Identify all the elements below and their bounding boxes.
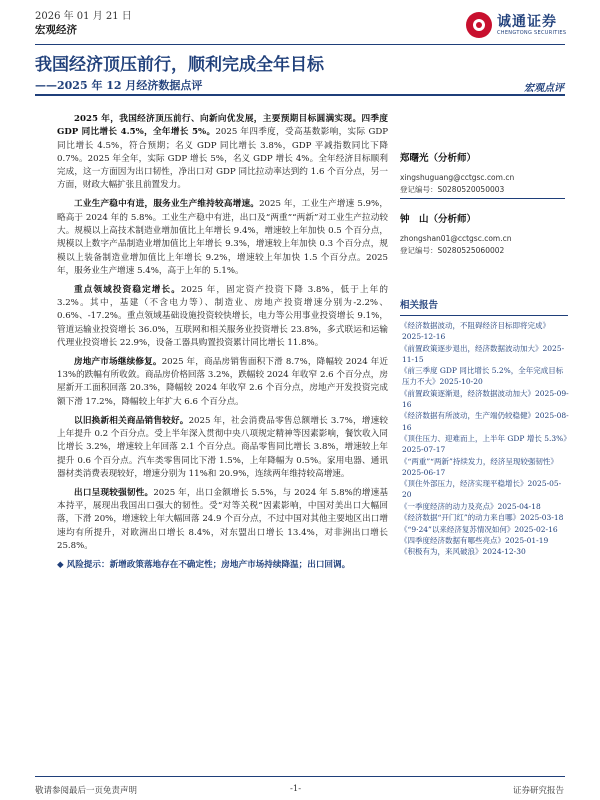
logo-name-cn: 诚通证券 xyxy=(497,14,557,30)
footer-disclaimer: 敬请参阅最后一页免责声明 xyxy=(35,786,138,796)
related-report-link[interactable]: 《一季度经济的动力及亮点》2025-04-18 xyxy=(400,501,541,511)
analyst-name: 郑曙光（分析师） xyxy=(400,153,477,164)
page-number: -1- xyxy=(290,784,302,794)
related-report-link[interactable]: 《顶住压力、迎难而上，上半年 GDP 增长 5.3%》2025-07-17 xyxy=(400,433,568,455)
related-report-link[interactable]: 《经济数据有所波动，生产端仍较稳健》2025-08-16 xyxy=(400,411,569,432)
paragraph-lead: 工业生产稳中有进，服务业生产维持较高增速。 xyxy=(74,199,260,210)
analyst-divider xyxy=(400,198,565,199)
paragraph-lead: 2025 年，我国经济顶压前行、向新向优发展，主要预期目标圆满实现。四季度 GDP 同比增长 4.5%，全年增长 5%。 xyxy=(57,114,388,138)
company-logo xyxy=(466,8,576,42)
body-paragraph xyxy=(57,487,388,553)
related-report-link[interactable]: 《“两重”“两新”持续发力，经济呈现较强韧性》2025-06-17 xyxy=(400,456,558,477)
main-body xyxy=(57,113,388,572)
paragraph-text: 2025 年，商品房销售面积下滑 8.7%，降幅较 2024 年近 13%的跌幅有所收敛。商品房价格回落 3.2%，跌幅较 2024 年收窄 2.6 个百分点，房屋新开工面积回落 20.3%，降幅较 2024 年收窄 2.6 个百分点，房地产开发投资完成额下滑 17.2%，降幅较上年扩大 6.6 个百分点。 xyxy=(57,356,388,407)
paragraph-lead: 重点领域投资稳定增长。 xyxy=(74,284,181,295)
related-reports xyxy=(400,297,570,558)
analyst-block xyxy=(400,211,570,256)
paragraph-lead: 房地产市场继续修复。 xyxy=(74,356,162,367)
paragraph-text: 2025 年，工业生产增速 5.9%，略高于 2024 年的 5.8%。工业生产稳中有进，出口及“两重”“两新”对工业生产拉动较大。规模以上高技术制造业增加值比上年增长 9.4%，增速较上年加快 0.5 个百分点，规模以上数字产品制造业增加值比上年增长 9.3%，增速较上年加快 0.3 个百分点，规模以上装备制造业增加值比上年增长 9.2%，增速较上年加快 1.5 个百分点。2025 年，服务业生产增速 5.4%，高于上年的 5.1%。 xyxy=(57,199,388,276)
related-report-link[interactable]: 《前置政策逐渐退，经济数据波动加大》2025-09-16 xyxy=(400,388,569,409)
footer-report-type: 证券研究报告 xyxy=(512,786,564,796)
analyst-block xyxy=(400,150,570,199)
paragraph-text: 2025 年四季度，受高基数影响，实际 GDP 同比增长 4.5%，符合预期；名义 GDP 同比增长 3.8%，GDP 平减指数同比下降 0.7%。2025 年全年，实际 GDP 增长 5%，名义 GDP 增长 4%。全年经济目标顺利完成，这一方面因为出口韧性，净出口对 GDP 同比拉动率达到约 1.6 个百分点，另一方面，财政大幅扩张且前置发力。 xyxy=(57,127,388,191)
body-paragraph xyxy=(57,415,388,481)
report-subtitle: ——2025 年 12 月经济数据点评 xyxy=(35,79,203,92)
related-report-link[interactable]: 《积极有为，来风破浪》2024-12-30 xyxy=(400,547,526,557)
related-report-link[interactable]: 《经济数据波动，不阻碍经济目标即将完成》2025-12-16 xyxy=(400,321,550,342)
paragraph-text: 2025 年，固定资产投资下降 3.8%，低于上年的 3.2%。其中，基建（不含电力等）、制造业、房地产投资增速分别为-2.2%、0.6%、-17.2%。重点领域基础设施投资较快增长，电力等公用事业投资增长 9.1%，管道运输业投资增长 36.0%，互联网和相关服务业投资增长 23.8%，多式联运和运输代理业投资增长 22.9%，设备工器具购置投资累计同比增长 11.8%。 xyxy=(57,284,388,348)
analyst-cert: 登记编号：S0280520050003 xyxy=(400,184,505,194)
footer-divider xyxy=(35,776,565,777)
paragraph-text: 2025 年，社会消费品零售总额增长 3.7%，增速较上年提升 0.2 个百分点。受上半年深入贯彻中央八项规定精神等因素影响，餐饮收入同比增长 3.2%，增速较上年回落 2.1 个百分点。商品零售同比增长 3.8%，增速较上年提升 0.6 个百分点。汽车类零售同比下滑 1.5%，上年降幅为 0.5%。家用电器、通讯器材类消费表现较好，增速分别为 11%和 20.9%，连续两年维持较高增速。 xyxy=(57,415,388,479)
related-divider xyxy=(400,315,568,316)
report-category: 宏观经济 xyxy=(35,24,77,36)
paragraph-lead: 出口呈现较强韧性。 xyxy=(74,487,154,498)
title-divider xyxy=(35,94,565,96)
related-report-link[interactable]: 《经济数据“开门红”的动力来自哪》2025-03-18 xyxy=(400,513,564,523)
analyst-email[interactable]: zhongshan01@cctgsc.com.cn xyxy=(400,234,512,243)
paragraph-lead: 以旧换新相关商品销售较好。 xyxy=(74,415,189,426)
paragraph-text: 2025 年，出口金额增长 5.5%，与 2024 年 5.8%的增速基本持平，展现出我国出口强大的韧性。受“对等关税”因素影响，中国对美出口大幅回落，下滑 20%，增速较上年大幅回落 24.9 个百分点，不过中国对其他主要地区出口增速均有所提升，对欧洲出口增长 8.4%，对东盟出口增长 13.4%，对非洲出口增长 25.8%。 xyxy=(57,487,388,551)
related-report-link[interactable]: 《顶住外部压力，经济实现平稳增长》2025-05-20 xyxy=(400,479,562,500)
body-paragraph xyxy=(57,356,388,409)
analyst-name: 钟 山（分析师） xyxy=(400,214,477,225)
related-report-link[interactable]: 《前置政策逐步退出，经济数据波动加大》2025-11-15 xyxy=(400,343,565,364)
related-report-link[interactable]: 《前三季度 GDP 同比增长 5.2%，全年完成目标压力不大》2025-10-20 xyxy=(400,366,564,387)
header-divider xyxy=(35,44,565,45)
logo-name-en: CHENGTONG SECURITIES xyxy=(497,30,567,36)
body-paragraph xyxy=(57,284,388,350)
risk-warning: ◆ 风险提示：新增政策落地存在不确定性；房地产市场持续降温；出口回调。 xyxy=(57,559,351,570)
report-type-label: 宏观点评 xyxy=(524,83,564,94)
logo-mark-icon xyxy=(466,12,492,38)
body-paragraph xyxy=(57,198,388,278)
related-report-link[interactable]: 《“9·24”以来经济复苏情况如何》2025-02-16 xyxy=(400,524,558,534)
analyst-email[interactable]: xingshuguang@cctgsc.com.cn xyxy=(400,173,515,182)
report-date: 2026 年 01 月 21 日 xyxy=(35,11,132,22)
related-reports-title: 相关报告 xyxy=(400,300,439,311)
related-report-link[interactable]: 《四季度经济数据有哪些亮点》2025-01-19 xyxy=(400,535,549,545)
analyst-cert: 登记编号：S0280525060002 xyxy=(400,245,505,255)
body-paragraph xyxy=(57,113,388,193)
report-title: 我国经济顶压前行，顺利完成全年目标 xyxy=(35,55,324,75)
